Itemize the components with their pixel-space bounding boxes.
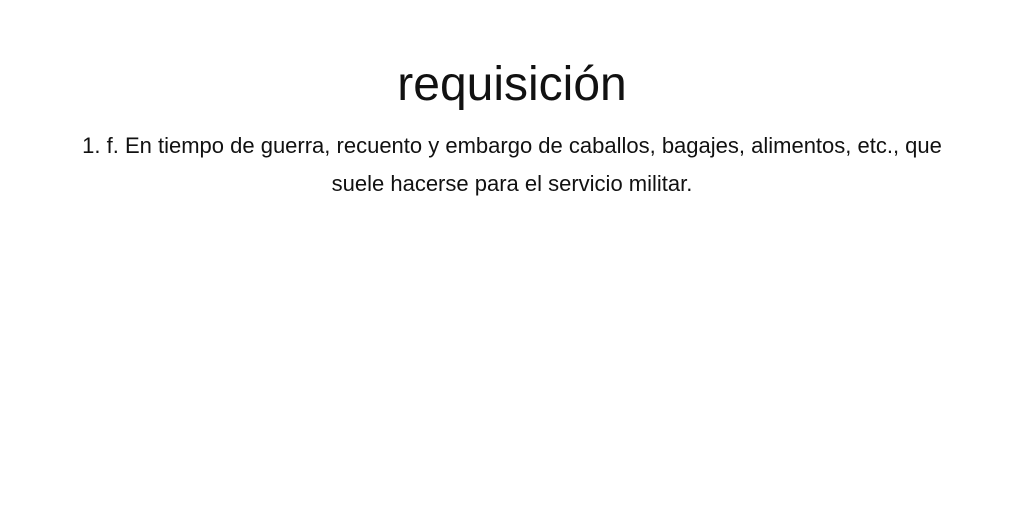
sense-number: 1. xyxy=(82,133,101,158)
grammar-tag: f. xyxy=(106,133,119,158)
headword-title: requisición xyxy=(397,58,627,111)
definition-paragraph xyxy=(60,127,964,203)
definition-text: En tiempo de guerra, recuento y embargo de caballos, bagajes, alimentos, etc., que suele hacerse para el servicio militar. xyxy=(124,133,942,196)
